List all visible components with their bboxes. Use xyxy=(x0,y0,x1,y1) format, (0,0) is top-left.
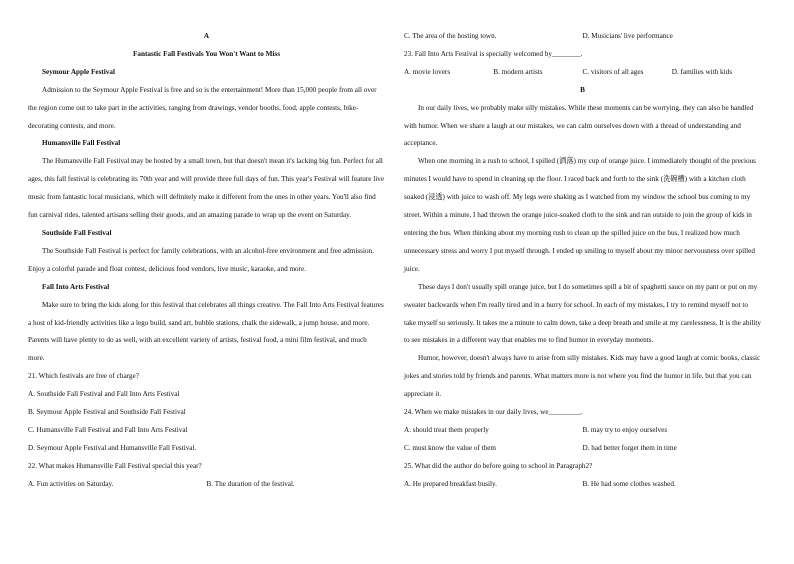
question-24: 24. When we make mistakes in our daily lives, we_________. xyxy=(404,408,583,417)
option-21-a: A. Southside Fall Festival and Fall Into Arts Festival xyxy=(28,390,180,399)
passage-paragraph: In our daily lives, we probably make silly mistakes. While these moments can be worrying, they can also be handled with humor. When we share a laugh at our mistakes, we can calm ourselves down with a thread of understanding and acceptance. xyxy=(404,103,754,148)
festival-heading: Humansville Fall Festival xyxy=(42,139,121,148)
option-21-c: C. Humansville Fall Festival and Fall Into Arts Festival xyxy=(28,425,188,434)
option-21-b: B. Seymour Apple Festival and Southside Fall Festival xyxy=(28,408,186,417)
option-24-b: B. may try to enjoy ourselves xyxy=(582,425,668,434)
section-label-a: A xyxy=(203,32,210,40)
left-column xyxy=(28,28,385,494)
option-25-a: A. He prepared breakfast busily. xyxy=(404,479,497,488)
options-22-cd xyxy=(404,28,761,46)
right-column xyxy=(404,28,761,494)
options-22-ab xyxy=(28,476,385,494)
option-22-b: B. The duration of the festival. xyxy=(206,479,295,488)
option-24-c: C. must know the value of them xyxy=(404,443,497,452)
passage-paragraph: These days I don't usually spill orange juice, but I do sometimes spill a bit of spaghetti sauce on my pant or put on my sweater backwards when I'm really tired and in a hurry for school. In each of my mistakes, I try to remind myself not to take myself so seriously. It takes me a minute to calm down, take a deep breath and smile at my carelessness. It is the ability to see mistakes in a different way that enables me to find humor in everyday moments. xyxy=(404,282,762,345)
passage-title: Fantastic Fall Festivals You Won't Want to Miss xyxy=(132,49,281,58)
option-21-d: D. Seymour Apple Festival and Humansville Fall Festival. xyxy=(28,443,197,452)
option-22-c: C. The area of the hosting town. xyxy=(404,32,497,40)
festival-body: Make sure to bring the kids along for this festival that celebrates all things creative. The Fall Into Arts Festival features a host of kid-friendly activities like a lego build, sand art, bubble stations, chalk the sidewalk, a jump house, and more. Parents will have plenty to do as well, with an excellent variety of artists, festival food, a mini film festival, and much more. xyxy=(28,300,384,363)
festival-heading: Seymour Apple Festival xyxy=(42,67,115,76)
options-24-cd xyxy=(404,440,761,458)
passage-paragraph: Humor, however, doesn't always have to arise from silly mistakes. Kids may have a good laugh at comic books, classic jokes and stories told by friends and parents. What matters more is not where you find the humor in life, but that you can appreciate it. xyxy=(404,354,761,399)
option-22-a: A. Fun activities on Saturday. xyxy=(28,479,114,488)
options-24-ab xyxy=(404,422,761,440)
question-22: 22. What makes Humansville Fall Festival special this year? xyxy=(28,461,202,470)
question-23: 23. Fall Into Arts Festival is specially welcomed by________. xyxy=(404,49,583,58)
option-23-d: D. families with kids xyxy=(671,67,733,76)
option-25-b: B. He had some clothes washed. xyxy=(582,479,676,488)
festival-body: Admission to the Seymour Apple Festival is free and so is the entertainment! More than 15,000 people from all over the region come out to take part in the activities, ranging from drawings, vendor booths, food, apple contests, bike-decorating contests, and more. xyxy=(28,85,377,130)
passage-paragraph: When one morning in a rush to school, I spilled (洒落) my cup of orange juice. I immediately thought of the precious minutes I would have to spend in cleaning up the floor. I raced back and forth to the sink (洗碗槽) with a kitchen cloth soaked (浸透) with juice to wash off. My legs were shaking as I watched from my window the school bus coming to my street. Within a minute, I had thrown the orange juice-soaked cloth to the sink and ran outside to join the group of kids in entering the bus. When thinking about my morning rush to clean up the spilled juice on the bus, I realized how much unnecessary stress and worry I put myself through. I ended up smiling to myself about my minor nervousness over spilled juice. xyxy=(404,157,756,273)
option-23-a: A. movie lovers xyxy=(404,67,451,76)
option-24-a: A. should treat them properly xyxy=(404,425,489,434)
festival-heading: Fall Into Arts Festival xyxy=(42,282,110,291)
festival-heading: Southside Fall Festival xyxy=(42,228,112,237)
option-23-c: C. visitors of all ages xyxy=(582,67,644,76)
festival-body: The Humansville Fall Festival may be hosted by a small town, but that doesn't mean it's lacking big fun. Perfect for all ages, this fall festival is celebrating its 70th year and will provide three full days of fun. This year's Festival will feature live music from fantastic local musicians, which will definitely make it different from the ones in other years. You'll also find fun carnival rides, talented artisans selling their goods, and an amazing parade to wrap up the event on Saturday. xyxy=(28,157,385,220)
festival-body: The Southside Fall Festival is perfect for family celebrations, with an alcohol-free environment and free admission. Enjoy a colorful parade and float contest, delicious food vendors, live music, karaoke, and more. xyxy=(28,246,374,273)
options-25-ab xyxy=(404,476,761,494)
option-23-b: B. modern artists xyxy=(493,67,543,76)
section-label-b: B xyxy=(580,85,585,94)
question-21: 21. Which festivals are free of charge? xyxy=(28,372,139,381)
question-25: 25. What did the author do before going to school in Paragraph2? xyxy=(404,461,593,470)
option-24-d: D. had better forget them in time xyxy=(582,443,677,452)
option-22-d: D. Musicians' live performance xyxy=(582,32,673,40)
options-23 xyxy=(404,64,761,82)
